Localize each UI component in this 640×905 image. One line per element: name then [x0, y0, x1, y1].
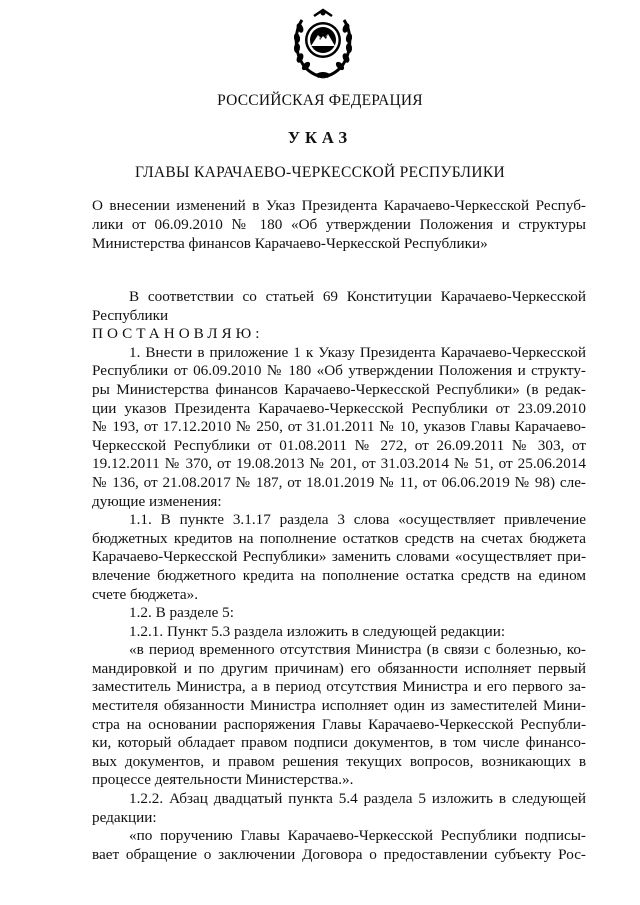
body-line: Черкесской Республики от 01.08.2011 № 272, от 26.09.2011 № 303, от: [92, 436, 586, 454]
body-line: ции указов Президента Карачаево-Черкесской Республики от 23.09.2010: [92, 399, 586, 417]
subject-line: О внесении изменений в Указ Президента Карачаево-Черкесской Респуб-: [92, 197, 586, 214]
decree-subject: [92, 196, 586, 253]
subject-line: Министерства финансов Карачаево-Черкесской Республики»: [92, 235, 488, 252]
body-line: мандировкой и по другим причинам) его обязанности исполняет первый: [92, 659, 586, 677]
body-line: 1.2.2. Абзац двадцатый пункта 5.4 раздела 5 изложить в следующей: [129, 790, 586, 808]
body-line: Республики от 06.09.2010 № 180 «Об утверждении Положения и структу-: [92, 362, 586, 380]
body-line: 1. Внести в приложение 1 к Указу Президента Карачаево-Черкесской: [129, 343, 586, 361]
body-line: ры Министерства финансов Карачаево-Черкесской Республики» (в редак-: [92, 380, 586, 398]
body-line: бюджетных кредитов на пополнение остатков средств на счетах бюджета: [92, 529, 586, 547]
body-line: № 193, от 17.12.2010 № 250, от 31.01.2011 № 10, указов Главы Карачаево-: [92, 418, 586, 436]
republic-coat-of-arms-icon: [292, 6, 354, 80]
body-line: «в период временного отсутствия Министра (в связи с болезнью, ко-: [129, 641, 586, 659]
body-line: ки, который обладает правом подписи документов, в том числе финансо-: [92, 734, 586, 752]
body-line: влечение бюджетного кредита на пополнение остатка средств на едином: [92, 566, 586, 584]
body-line: редакции:: [92, 808, 157, 826]
subject-line: лики от 06.09.2010 № 180 «Об утверждении Положения и структуры: [92, 216, 586, 233]
body-line: заместитель Министра, а в период отсутствия Министра и его первого за-: [92, 678, 586, 696]
body-line: вых документов, и правом решения текущих вопросов, возникающих в: [92, 752, 586, 770]
body-line: 19.12.2011 № 370, от 19.08.2013 № 201, от 31.03.2014 № 51, от 25.06.2014: [92, 455, 586, 473]
body-line: счете бюджета».: [92, 585, 199, 603]
body-line: стра на основании распоряжения Главы Карачаево-Черкесской Республи-: [92, 715, 586, 733]
body-line: Республики: [92, 306, 169, 324]
body-line: 1.2.1. Пункт 5.3 раздела изложить в следующей редакции:: [129, 622, 506, 640]
body-line: 1.2. В разделе 5:: [129, 604, 234, 622]
body-line: дующие изменения:: [92, 492, 222, 510]
body-line: местителя обязанности Министра исполняет один из заместителей Мини-: [92, 697, 586, 715]
body-line: № 136, от 21.08.2017 № 187, от 18.01.2019 № 11, от 06.06.2019 № 98) сле-: [92, 473, 586, 491]
issuer-heading: ГЛАВЫ КАРАЧАЕВО-ЧЕРКЕССКОЙ РЕСПУБЛИКИ: [135, 164, 505, 181]
body-line: процессе деятельности Министерства.».: [92, 771, 354, 789]
body-line: В соответствии со статьей 69 Конституции Карачаево-Черкесской: [129, 288, 586, 305]
country-heading: РОССИЙСКАЯ ФЕДЕРАЦИЯ: [217, 92, 423, 109]
body-line: Карачаево-Черкесской Республики» заменить словами «осуществляет при-: [92, 548, 586, 566]
resolution-word: ПОСТАНОВЛЯЮ:: [92, 325, 264, 343]
decree-body: [92, 288, 586, 864]
body-line: вает обращение о заключении Договора о предоставлении субъекту Рос-: [92, 845, 586, 863]
body-line: 1.1. В пункте 3.1.17 раздела 3 слова «осуществляет привлечение: [129, 511, 586, 529]
document-type-heading: УКАЗ: [287, 128, 353, 147]
body-line: «по поручению Главы Карачаево-Черкесской Республики подписы-: [129, 827, 586, 845]
